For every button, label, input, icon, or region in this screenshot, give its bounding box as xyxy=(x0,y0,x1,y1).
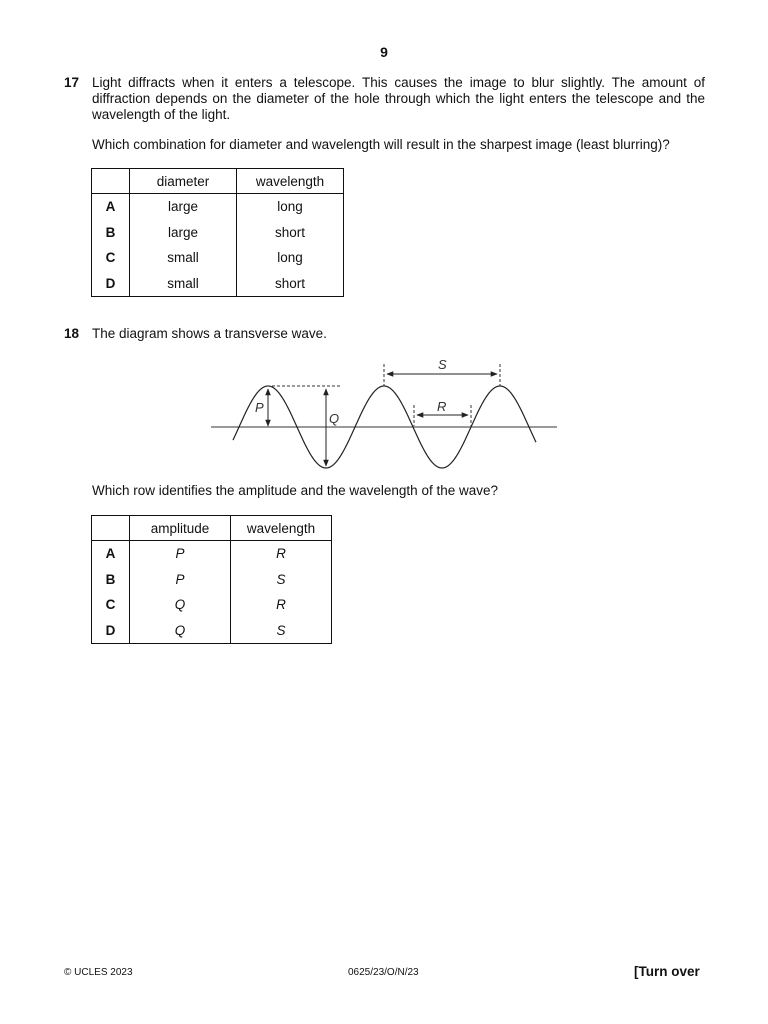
option-amplitude: P xyxy=(130,567,231,593)
table-header-amplitude: amplitude xyxy=(130,516,231,541)
option-wavelength: long xyxy=(237,245,344,271)
option-diameter: small xyxy=(130,245,237,271)
option-letter: A xyxy=(92,194,130,220)
table-header-blank xyxy=(92,516,130,541)
option-amplitude: Q xyxy=(130,592,231,618)
table-row xyxy=(92,541,332,567)
option-wavelength: R xyxy=(231,541,332,567)
question-18-table xyxy=(91,515,332,644)
turn-over-label: [Turn over xyxy=(634,964,700,979)
footer-paper-code: 0625/23/O/N/23 xyxy=(348,967,419,978)
table-row xyxy=(92,194,344,220)
label-r: R xyxy=(437,399,447,414)
table-header-blank xyxy=(92,169,130,194)
label-p: P xyxy=(255,400,264,415)
question-18-text: The diagram shows a transverse wave. xyxy=(92,326,327,341)
question-17-table xyxy=(91,168,344,297)
question-17-text: Light diffracts when it enters a telescope. This causes the image to blur slightly. The amount of diffraction depends on the diameter of the hole through which the light enters the telescope and the wavelength of the light. xyxy=(92,75,705,122)
question-18-number: 18 xyxy=(64,326,80,341)
table-row xyxy=(92,220,344,246)
option-letter: A xyxy=(92,541,130,567)
option-diameter: small xyxy=(130,271,237,297)
table-row xyxy=(92,245,344,271)
question-17-prompt: Which combination for diameter and wavelength will result in the sharpest image (least blurring)? xyxy=(92,137,670,152)
page-number: 9 xyxy=(380,44,388,60)
table-row xyxy=(92,567,332,593)
transverse-wave-diagram xyxy=(205,352,565,477)
table-header-wavelength: wavelength xyxy=(231,516,332,541)
label-q: Q xyxy=(329,411,340,426)
table-header-wavelength: wavelength xyxy=(237,169,344,194)
option-amplitude: P xyxy=(130,541,231,567)
option-diameter: large xyxy=(130,220,237,246)
table-row xyxy=(92,618,332,644)
option-wavelength: R xyxy=(231,592,332,618)
option-letter: B xyxy=(92,567,130,593)
option-diameter: large xyxy=(130,194,237,220)
option-letter: C xyxy=(92,592,130,618)
footer-copyright: © UCLES 2023 xyxy=(64,967,133,978)
label-s: S xyxy=(438,357,447,372)
table-row xyxy=(92,271,344,297)
option-wavelength: S xyxy=(231,567,332,593)
option-wavelength: S xyxy=(231,618,332,644)
table-header-row xyxy=(92,516,332,541)
option-letter: B xyxy=(92,220,130,246)
option-amplitude: Q xyxy=(130,618,231,644)
option-letter: C xyxy=(92,245,130,271)
question-17-number: 17 xyxy=(64,75,80,90)
table-header-row xyxy=(92,169,344,194)
table-header-diameter: diameter xyxy=(130,169,237,194)
option-letter: D xyxy=(92,271,130,297)
option-letter: D xyxy=(92,618,130,644)
option-wavelength: short xyxy=(237,271,344,297)
option-wavelength: long xyxy=(237,194,344,220)
option-wavelength: short xyxy=(237,220,344,246)
question-18-prompt: Which row identifies the amplitude and the wavelength of the wave? xyxy=(92,483,498,498)
table-row xyxy=(92,592,332,618)
